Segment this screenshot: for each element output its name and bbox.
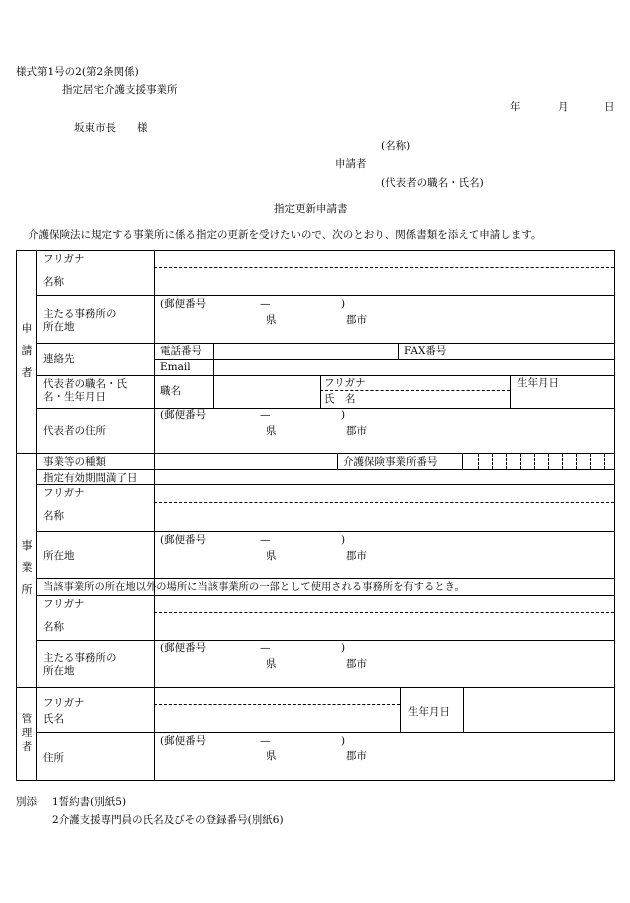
phone-label: 電話番号 (160, 345, 202, 357)
manager-address-label: 住所 (43, 752, 64, 764)
office-furigana-label: フリガナ (43, 487, 85, 499)
main-office-label-1: 主たる事務所の (43, 308, 117, 320)
manager-name-label: 氏名 (43, 713, 64, 725)
sub-office-name-label: 名称 (43, 621, 64, 633)
sub-office-address-label-2: 所在地 (43, 665, 75, 677)
rep-furigana-label: フリガナ (324, 377, 366, 389)
section-manager: 管 理 者 (21, 713, 33, 753)
application-table: 申 請 者 事 業 所 管 理 者 フリガナ 名称 主たる事務所の 所在地 (郵便番号 — ) 県 郡市 連絡先 電話番号 FAX番号 Email 代表者の職名・氏 名・生年月日 職名 フリガナ 氏 名 生年月日 代表者の住所 (郵便番号 — ) 県 郡市 事業等の種類 介護保険事業所番号 指定有効期間満了日 フリガナ 名称 所在地 (郵便番号 — ) 県 郡市 当該事業所の所在地以外の場所に当該事業所の一部として使用される事務所を有するとき。 フリガナ 名称 主たる事務所の 所在地 (郵便番号 — ) 県 郡市 フリガナ 氏名 生年月日 住所 (郵便番号 — ) 県 郡市 (16, 250, 615, 781)
attachment-item-1: 1誓約書(別紙5) (52, 796, 127, 808)
addressee: 坂東市長 様 (74, 122, 148, 134)
attachment-item-2: 2介護支援専門員の氏名及びその登録番号(別紙6) (52, 814, 284, 826)
section-office: 事 業 所 (21, 539, 33, 596)
rep-info-label-2: 名・生年月日 (43, 391, 106, 403)
section-applicant: 申 請 者 (21, 322, 33, 379)
date-day: 日 (604, 101, 615, 113)
rep-address-label: 代表者の住所 (43, 425, 106, 437)
title-position-label: 職名 (160, 385, 181, 397)
expiry-label: 指定有効期間満了日 (43, 472, 138, 484)
sub-office-furigana-label: フリガナ (43, 598, 85, 610)
applicant-postal-label: (郵便番号 (160, 298, 207, 310)
attachment-label: 別添 (16, 796, 37, 808)
email-label: Email (160, 361, 191, 373)
document-title: 指定更新申請書 (274, 203, 348, 215)
office-name-label: 名称 (43, 510, 64, 522)
date-year: 年 (510, 101, 521, 113)
applicant-furigana-line (154, 267, 614, 268)
office-location-label: 所在地 (43, 550, 75, 562)
contact-label: 連絡先 (43, 353, 75, 365)
label-column-divider (154, 251, 155, 780)
rep-info-label-1: 代表者の職名・氏 (43, 378, 127, 390)
rep-shimei-label: 氏 名 (324, 393, 356, 405)
manager-furigana-label: フリガナ (43, 697, 85, 709)
manager-birth-label: 生年月日 (408, 706, 450, 718)
rep-birth-label: 生年月日 (517, 377, 559, 389)
form-number: 様式第1号の2(第2条関係) (16, 66, 139, 78)
main-office-label-2: 所在地 (43, 321, 75, 333)
applicant-name-label: 名称 (43, 276, 64, 288)
intro-text: 介護保険法に規定する事業所に係る指定の更新を受けたいので、次のとおり、関係書類を添えて申請します。 (28, 229, 542, 241)
applicant-label: 申請者 (335, 158, 367, 170)
business-type: 指定居宅介護支援事業所 (62, 84, 178, 96)
applicant-furigana-label: フリガナ (43, 253, 85, 265)
fax-label: FAX番号 (404, 345, 447, 357)
date-month: 月 (558, 101, 569, 113)
sub-office-address-label-1: 主たる事務所の (43, 652, 117, 664)
applicant-name-label: (名称) (381, 140, 411, 152)
business-kind-label: 事業等の種類 (43, 456, 106, 468)
section-column-divider (36, 251, 37, 780)
representative-label: (代表者の職名・氏名) (381, 177, 484, 189)
other-location-note: 当該事業所の所在地以外の場所に当該事業所の一部として使用される事務所を有するとき。 (43, 581, 465, 593)
care-number-label: 介護保険事業所番号 (343, 456, 438, 468)
